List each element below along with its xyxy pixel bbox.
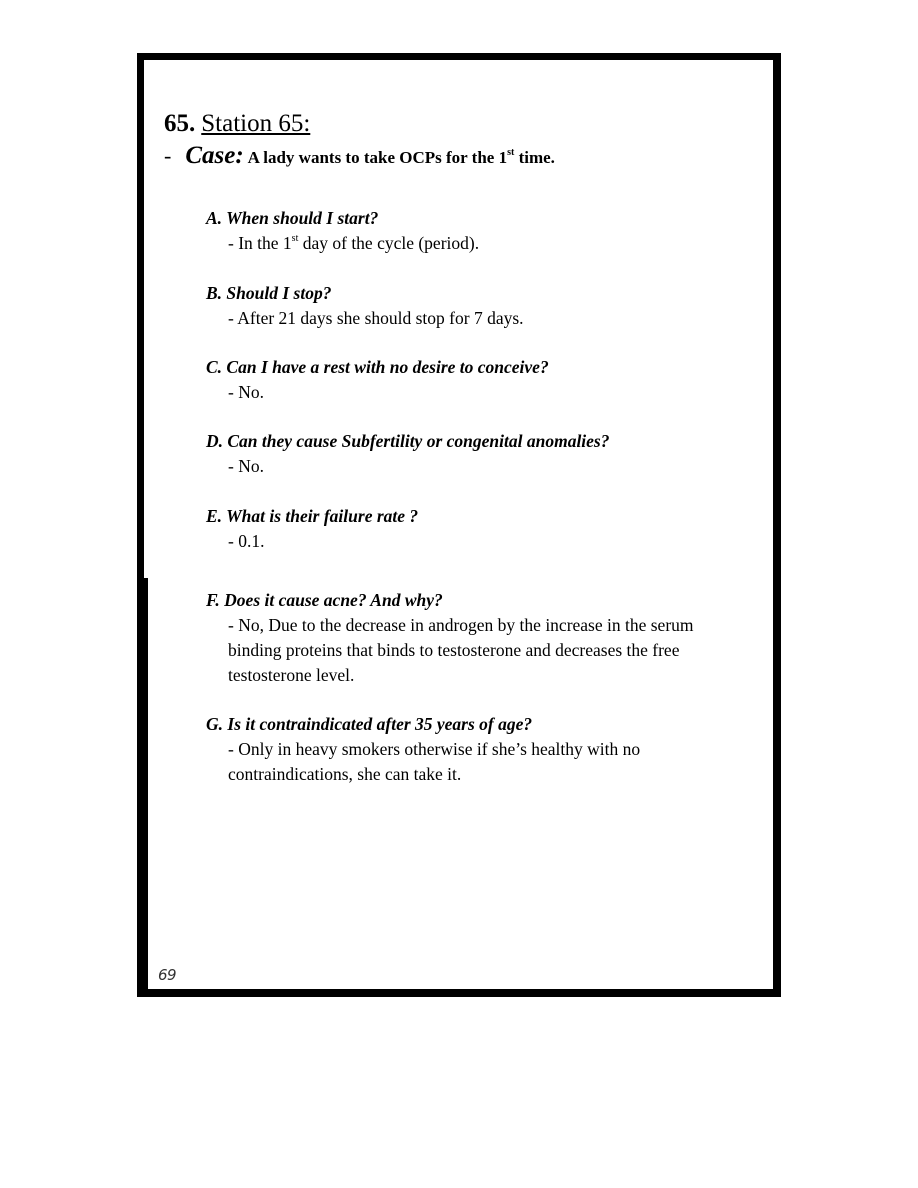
question-e: E. What is their failure rate ? — [206, 506, 419, 526]
answer-b: - After 21 days she should stop for 7 days. — [228, 308, 524, 328]
station-heading — [164, 109, 310, 139]
question-d: D. Can they cause Subfertility or congenital anomalies? — [206, 431, 610, 451]
answer-d: - No. — [228, 456, 264, 476]
page-border-thick-edge — [137, 578, 148, 997]
page-number: 69 — [158, 966, 177, 984]
qa-item-d — [206, 429, 746, 479]
qa-item-g — [206, 712, 746, 787]
case-dash: - — [164, 143, 172, 168]
answer-c: - No. — [228, 382, 264, 402]
question-f: F. Does it cause acne? And why? — [206, 590, 443, 610]
qa-item-a — [206, 206, 746, 256]
qa-item-f — [206, 588, 746, 688]
qa-item-e — [206, 504, 746, 554]
case-label: Case: — [185, 142, 244, 169]
answer-g: - Only in heavy smokers otherwise if she’s healthy with no contraindications, she can take it. — [228, 739, 641, 784]
answer-f: - No, Due to the decrease in androgen by the increase in the serum binding proteins that binds to testosterone and decreases the free testosterone level. — [228, 615, 694, 685]
question-c: C. Can I have a rest with no desire to conceive? — [206, 357, 549, 377]
station-title: Station 65: — [201, 110, 311, 137]
qa-item-c — [206, 355, 746, 405]
qa-item-b — [206, 281, 746, 331]
question-a: A. When should I start? — [206, 208, 379, 228]
station-number: 65. — [164, 110, 196, 137]
question-g: G. Is it contraindicated after 35 years of age? — [206, 714, 533, 734]
answer-a: - In the 1st day of the cycle (period). — [228, 233, 480, 253]
answer-e: - 0.1. — [228, 531, 265, 551]
question-b: B. Should I stop? — [206, 283, 332, 303]
case-description: A lady wants to take OCPs for the 1st time. — [247, 147, 555, 167]
case-line — [164, 141, 555, 174]
